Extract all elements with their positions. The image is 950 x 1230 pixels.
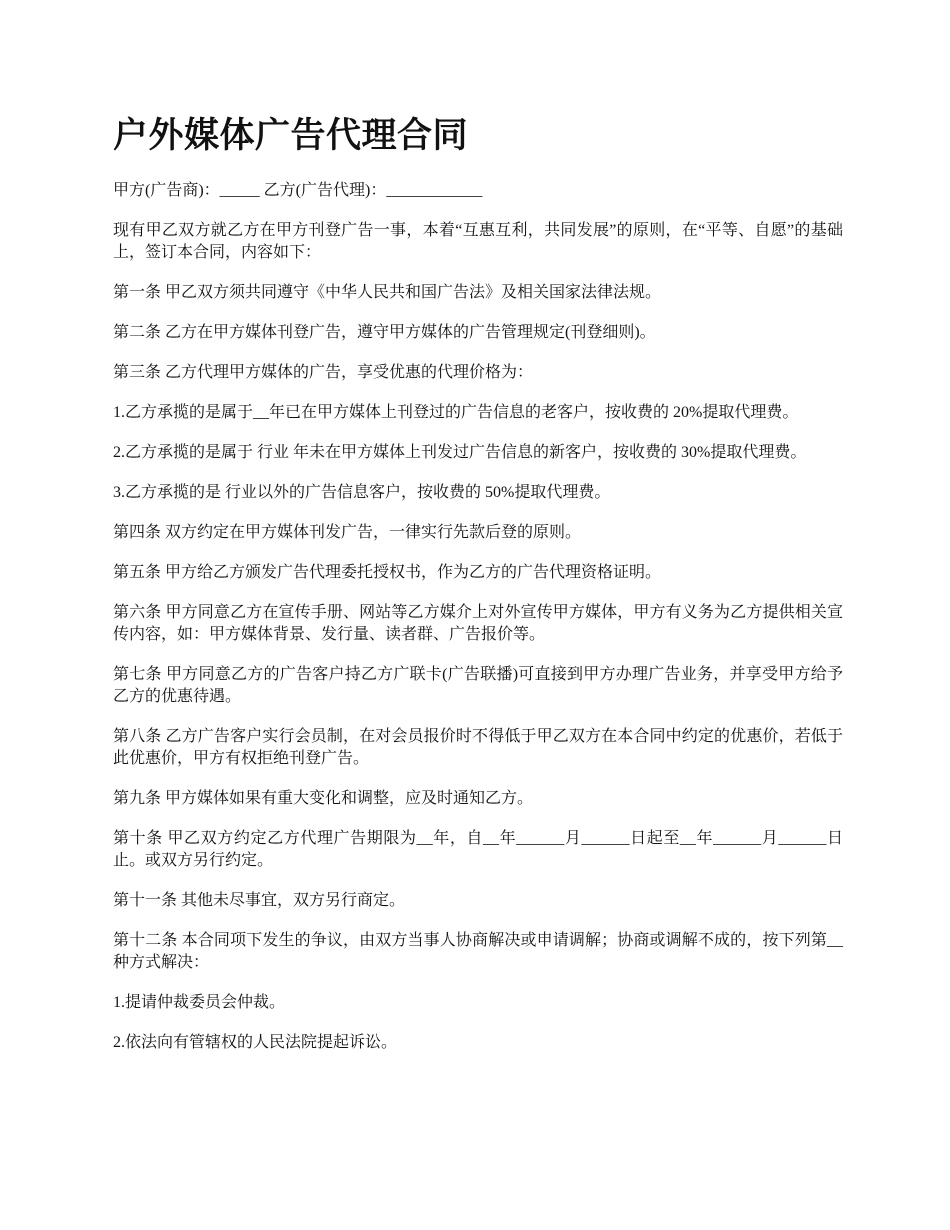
article-11: 第十一条 其他未尽事宜，双方另行商定。 bbox=[113, 892, 406, 909]
article-9: 第九条 甲方媒体如果有重大变化和调整，应及时通知乙方。 bbox=[113, 790, 534, 807]
article-3-item-1: 1.乙方承揽的是属于__年已在甲方媒体上刊登过的广告信息的老客户，按收费的 20%提取代理费。 bbox=[113, 404, 799, 421]
article-8: 第八条 乙方广告客户实行会员制，在对会员报价时不得低于甲乙双方在本合同中约定的优惠价，若低于此优惠价，甲方有权拒绝刊登广告。 bbox=[113, 728, 843, 767]
preamble-paragraph: 现有甲乙双方就乙方在甲方刊登广告一事，本着“互惠互利，共同发展”的原则，在“平等、自愿”的基础上，签订本合同，内容如下： bbox=[113, 222, 843, 261]
article-3: 第三条 乙方代理甲方媒体的广告，享受优惠的代理价格为： bbox=[113, 364, 534, 381]
article-2: 第二条 乙方在甲方媒体刊登广告，遵守甲方媒体的广告管理规定(刊登细则)。 bbox=[113, 324, 656, 341]
article-3-item-2: 2.乙方承揽的是属于 行业 年未在甲方媒体上刊发过广告信息的新客户，按收费的 30%提取代理费。 bbox=[113, 444, 807, 461]
article-5: 第五条 甲方给乙方颁发广告代理委托授权书，作为乙方的广告代理资格证明。 bbox=[113, 564, 662, 581]
article-12-item-1: 1.提请仲裁委员会仲裁。 bbox=[113, 994, 286, 1011]
article-12-item-2: 2.依法向有管辖权的人民法院提起诉讼。 bbox=[113, 1034, 398, 1051]
article-6: 第六条 甲方同意乙方在宣传手册、网站等乙方媒介上对外宣传甲方媒体，甲方有义务为乙方提供相关宣传内容，如：甲方媒体背景、发行量、读者群、广告报价等。 bbox=[113, 604, 843, 643]
article-1: 第一条 甲乙双方须共同遵守《中华人民共和国广告法》及相关国家法律法规。 bbox=[113, 284, 662, 301]
document-page bbox=[113, 112, 843, 1072]
article-12: 第十二条 本合同项下发生的争议，由双方当事人协商解决或申请调解；协商或调解不成的，按下列第__种方式解决： bbox=[113, 932, 843, 971]
article-7: 第七条 甲方同意乙方的广告客户持乙方广联卡(广告联播)可直接到甲方办理广告业务，并享受甲方给予乙方的优惠待遇。 bbox=[113, 666, 843, 705]
article-3-item-3: 3.乙方承揽的是 行业以外的广告信息客户，按收费的 50%提取代理费。 bbox=[113, 484, 611, 501]
article-10: 第十条 甲乙双方约定乙方代理广告期限为__年，自__年______月______日起至__年______月______日止。或双方另行约定。 bbox=[113, 830, 843, 869]
party-line: 甲方(广告商)：_____ 乙方(广告代理)：____________ bbox=[113, 182, 483, 199]
document-title: 户外媒体广告代理合同 bbox=[113, 116, 469, 155]
article-4: 第四条 双方约定在甲方媒体刊发广告，一律实行先款后登的原则。 bbox=[113, 524, 582, 541]
